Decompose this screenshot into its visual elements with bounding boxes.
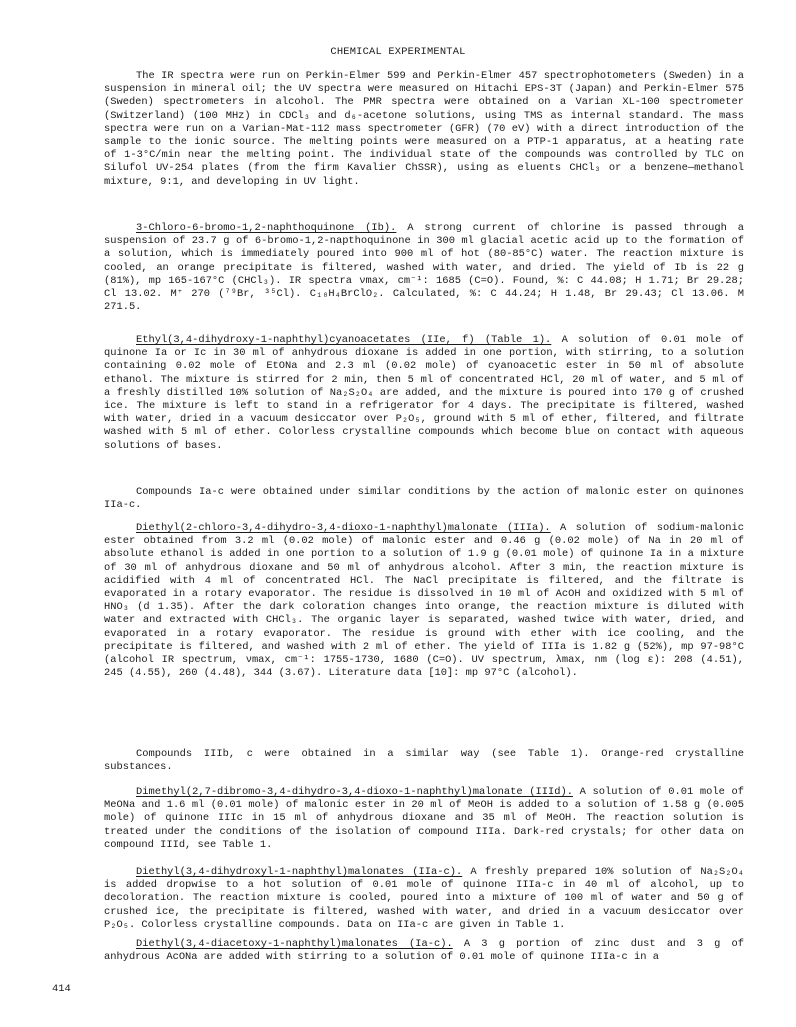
paragraph-compound-ib	[104, 222, 744, 314]
section-title: Diethyl(2-chloro-3,4-dihydro-3,4-dioxo-1-naphthyl)malonate (IIIa).	[136, 522, 551, 534]
paragraph-compounds-iiib-c-note	[104, 748, 744, 774]
section-title: Diethyl(3,4-dihydroxyl-1-naphthyl)malonates (IIa-c).	[136, 866, 463, 878]
paragraph-body: A 3 g portion of zinc dust and 3 g of anhydrous AcONa are added with stirring to a solution of 0.01 mole of quinone IIIa-c in a	[104, 938, 744, 964]
paragraph-body: A solution of 0.01 mole of quinone Ia or Ic in 30 ml of anhydrous dioxane is added in one portion, with stirring, to a solution containing 0.02 mole of EtONa and 2.3 ml (0.02 mole) of cyanoacetic ester in 50 ml of absolute ethanol. The mixture is stirred for 2 min, then 5 ml of concentrated HCl, 20 ml of water, and 5 ml of a freshly distilled 10% solution of Na₂S₂O₄ are added, and the mixture is poured into 170 g of crushed ice. The mixture is left to stand in a refrigerator for 4 days. The precipitate is filtered, washed with water, dried in a vacuum desiccator over P₂O₅, ground with 5 ml of ether, filtered, and filtrate washed with 5 ml of ether. Colorless crystalline compounds which become blue on contact with aqueous solutions of bases.	[104, 334, 744, 452]
running-header: CHEMICAL EXPERIMENTAL	[330, 46, 466, 58]
section-title: Diethyl(3,4-diacetoxy-1-naphthyl)malonates (Ia-c).	[136, 938, 453, 950]
paragraph-body: A solution of 0.01 mole of MeONa and 1.6 ml (0.01 mole) of malonic ester in 20 ml of MeOH is added to a solution of 1.58 g (0.005 mole) of quinone IIIc in 15 ml of anhydrous dioxane and 35 ml of MeOH. The reaction solution is treated under the conditions of the isolation of compound IIIa. Dark-red crystals; for other data on compound IIId, see Table 1.	[104, 786, 744, 851]
section-title: Dimethyl(2,7-dibromo-3,4-dihydro-3,4-dioxo-1-naphthyl)malonate (IIId).	[136, 786, 573, 798]
paragraph-body: A strong current of chlorine is passed through a suspension of 23.7 g of 6-bromo-1,2-napthoquinone in 300 ml glacial acetic acid up to the formation of a solution, which is immediately poured into 900 ml of hot (80-85°C) water. The reaction mixture is cooled, an orange precipitate is filtered, washed with water, and dried. The yield of Ib is 22 g (81%), mp 165-167°C (CHCl₃). IR spectra νmax, cm⁻¹: 1685 (C=O). Found, %: C 44.08; H 1.71; Br 29.28; Cl 13.02. M⁺ 270 (⁷⁹Br, ³⁵Cl). C₁₀H₄BrClO₂. Calculated, %: C 44.24; H 1.48, Br 29.43; Cl 13.06. M 271.5.	[104, 222, 744, 314]
section-title: Ethyl(3,4-dihydroxy-1-naphthyl)cyanoacetates (IIe, f) (Table 1).	[136, 334, 552, 346]
paragraph-compounds-ia-c-note	[104, 486, 744, 512]
paragraph-instrumentation	[104, 70, 744, 189]
paragraph-body: A freshly prepared 10% solution of Na₂S₂O₄ is added dropwise to a hot solution of 0.01 mole of quinone IIIa-c in 40 ml of alcohol, up to decoloration. The reaction mixture is cooled, poured into a mixture of 100 ml of water and 50 g of crushed ice, the precipitate is filtered, washed with water, and dried in a vacuum desiccator over P₂O₅. Colorless crystalline compounds. Data on IIa-c are given in Table 1.	[104, 866, 744, 931]
paragraph-compound-ia-c	[104, 938, 744, 964]
paragraph-compound-iia-c	[104, 866, 744, 932]
paragraph-compound-iiia	[104, 522, 744, 680]
paragraph-body: The IR spectra were run on Perkin-Elmer 599 and Perkin-Elmer 457 spectrophotometers (Sweden) in a suspension in mineral oil; the UV spectra were measured on Hitachi EPS-3T (Japan) and Perkin-Elmer 575 (Sweden) spectrometers in alcohol. The PMR spectra were obtained on a Varian XL-100 spectrometer (Switzerland) (100 MHz) in CDCl₃ and d₆-acetone solutions, using TMS as internal standard. The mass spectra were run on a Varian-Mat-112 mass spectrometer (GFR) (70 eV) with a direct introduction of the sample to the ionic source. The melting points were measured on a PTP-1 apparatus, at a heating rate of 1-3°C/min near the melting point. The individual state of the compounds was controlled by TLC on Silufol UV-254 plates (from the firm Kavalier ChSSR), using as eluents CHCl₃ or a benzene—methanol mixture, 9:1, and developing in UV light.	[104, 70, 744, 188]
page-number: 414	[52, 983, 71, 995]
paragraph-body: Compounds IIIb, c were obtained in a similar way (see Table 1). Orange-red crystalline substances.	[104, 748, 744, 774]
paragraph-body: A solution of sodium-malonic ester obtained from 3.2 ml (0.02 mole) of malonic ester and 0.46 g (0.02 mole) of Na in 20 ml of absolute ethanol is added in one portion to a solution of 1.9 g (0.01 mole) of quinone Ia in a mixture of 30 ml of anhydrous dioxane and 50 ml of anhydrous alcohol. After 3 min, the reaction mixture is acidified with 4 ml of concentrated HCl. The NaCl precipitate is filtered, and the filtrate is evaporated in a rotary evaporator. The residue is dissolved in 10 ml of AcOH and oxidized with 5 ml of HNO₃ (d 1.35). After the dark coloration changes into orange, the reaction mixture is diluted with water and extracted with CHCl₃. The organic layer is separated, washed twice with water, dried, and evaporated in a rotary evaporator. The residue is ground with ether with ice cooling, and the precipitate is filtered, and washed with 2 ml of ether. The yield of IIIa is 1.82 g (52%), mp 97-98°C (alcohol IR spectrum, νmax, cm⁻¹: 1755-1730, 1680 (C=O). UV spectrum, λmax, nm (log ε): 208 (4.51), 245 (4.55), 260 (4.48), 344 (3.67). Literature data [10]: mp 97°C (alcohol).	[104, 522, 744, 680]
paragraph-body: Compounds Ia-c were obtained under similar conditions by the action of malonic ester on quinones IIa-c.	[104, 486, 744, 512]
paragraph-compound-iie-f	[104, 334, 744, 453]
section-title: 3-Chloro-6-bromo-1,2-naphthoquinone (Ib).	[136, 222, 397, 234]
paragraph-compound-iiid	[104, 786, 744, 852]
